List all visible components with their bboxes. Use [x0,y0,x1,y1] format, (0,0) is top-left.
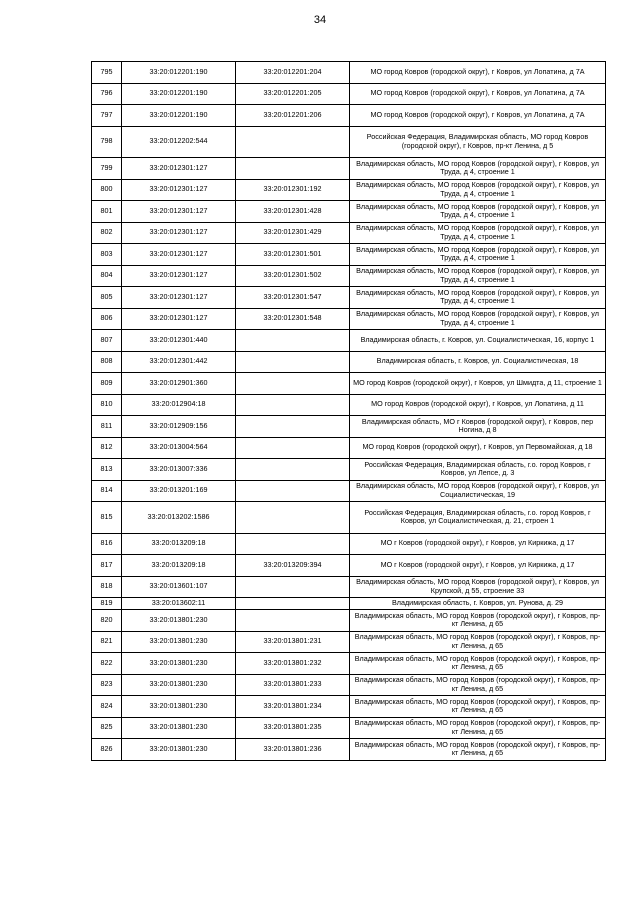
row-number-cell: 795 [92,62,122,84]
table-row [92,308,606,330]
row-number-cell: 826 [92,739,122,761]
row-number-cell: 811 [92,416,122,438]
sub-cadastral-number-cell: 33:20:012201:204 [236,62,350,84]
table-row [92,373,606,395]
table-row [92,631,606,653]
address-cell: Владимирская область, МО город Ковров (городской округ), г Ковров, пр-кт Ленина, д 65 [350,696,606,718]
cadastral-number-cell: 33:20:013209:18 [122,533,236,555]
table-row [92,717,606,739]
table-row [92,265,606,287]
cadastral-number-cell: 33:20:013801:230 [122,610,236,632]
cadastral-number-cell: 33:20:012301:127 [122,308,236,330]
sub-cadastral-number-cell: 33:20:012201:206 [236,105,350,127]
row-number-cell: 818 [92,576,122,598]
table-row [92,126,606,158]
table-row [92,653,606,675]
row-number-cell: 812 [92,437,122,459]
cadastral-number-cell: 33:20:013801:230 [122,653,236,675]
sub-cadastral-number-cell [236,459,350,481]
sub-cadastral-number-cell: 33:20:012301:548 [236,308,350,330]
row-number-cell: 801 [92,201,122,223]
table-row [92,576,606,598]
sub-cadastral-number-cell [236,330,350,352]
sub-cadastral-number-cell: 33:20:012301:429 [236,222,350,244]
cadastral-number-cell: 33:20:013801:230 [122,739,236,761]
sub-cadastral-number-cell: 33:20:013801:232 [236,653,350,675]
address-cell: Владимирская область, г. Ковров, ул. Социалистическая, 16, корпус 1 [350,330,606,352]
sub-cadastral-number-cell: 33:20:012201:205 [236,83,350,105]
table-row [92,598,606,610]
sub-cadastral-number-cell: 33:20:013801:231 [236,631,350,653]
cadastral-number-cell: 33:20:012301:127 [122,201,236,223]
cadastral-number-cell: 33:20:013801:230 [122,631,236,653]
sub-cadastral-number-cell [236,394,350,416]
address-cell: Владимирская область, МО город Ковров (городской округ), г Ковров, пр-кт Ленина, д 65 [350,653,606,675]
address-cell: Владимирская область, МО город Ковров (городской округ), г Ковров, ул Труда, д 4, строение 1 [350,244,606,266]
sub-cadastral-number-cell [236,437,350,459]
cadastral-number-cell: 33:20:012301:440 [122,330,236,352]
table-row [92,179,606,201]
table-row [92,394,606,416]
table-row [92,416,606,438]
sub-cadastral-number-cell [236,351,350,373]
sub-cadastral-number-cell [236,158,350,180]
cadastral-number-cell: 33:20:012201:190 [122,83,236,105]
row-number-cell: 820 [92,610,122,632]
cadastral-number-cell: 33:20:013601:107 [122,576,236,598]
address-cell: Владимирская область, МО город Ковров (городской округ), г Ковров, ул Труда, д 4, строение 1 [350,201,606,223]
row-number-cell: 805 [92,287,122,309]
registry-table [91,61,606,761]
table-row [92,83,606,105]
address-cell: Российская Федерация, Владимирская область, г.о. город Ковров, г Ковров, ул Социалистическая, д. 21, строен 1 [350,502,606,534]
address-cell: МО город Ковров (городской округ), г Ковров, ул Шмидта, д 11, строение 1 [350,373,606,395]
sub-cadastral-number-cell [236,502,350,534]
sub-cadastral-number-cell: 33:20:012301:502 [236,265,350,287]
row-number-cell: 807 [92,330,122,352]
cadastral-number-cell: 33:20:012301:127 [122,244,236,266]
row-number-cell: 808 [92,351,122,373]
sub-cadastral-number-cell: 33:20:013801:236 [236,739,350,761]
table-row [92,437,606,459]
row-number-cell: 796 [92,83,122,105]
address-cell: МО город Ковров (городской округ), г Ковров, ул Первомайская, д 18 [350,437,606,459]
cadastral-number-cell: 33:20:013007:336 [122,459,236,481]
table-row [92,222,606,244]
sub-cadastral-number-cell [236,126,350,158]
row-number-cell: 810 [92,394,122,416]
table-row [92,533,606,555]
address-cell: Владимирская область, МО город Ковров (городской округ), г Ковров, ул Труда, д 4, строение 1 [350,179,606,201]
row-number-cell: 821 [92,631,122,653]
table-row [92,244,606,266]
row-number-cell: 799 [92,158,122,180]
address-cell: МО г Ковров (городской округ), г Ковров, ул Киркижа, д 17 [350,533,606,555]
table-row [92,696,606,718]
address-cell: Владимирская область, МО г Ковров (городской округ), г Ковров, пер Ногина, д 8 [350,416,606,438]
sub-cadastral-number-cell: 33:20:013209:394 [236,555,350,577]
table-row [92,201,606,223]
cadastral-number-cell: 33:20:013004:564 [122,437,236,459]
cadastral-number-cell: 33:20:012301:127 [122,222,236,244]
row-number-cell: 822 [92,653,122,675]
cadastral-number-cell: 33:20:012901:360 [122,373,236,395]
address-cell: МО город Ковров (городской округ), г Ковров, ул Лопатина, д 7А [350,105,606,127]
address-cell: Владимирская область, МО город Ковров (городской округ), г Ковров, ул Труда, д 4, строение 1 [350,287,606,309]
row-number-cell: 817 [92,555,122,577]
sub-cadastral-number-cell [236,373,350,395]
sub-cadastral-number-cell: 33:20:013801:233 [236,674,350,696]
address-cell: МО г Ковров (городской округ), г Ковров, ул Киркижа, д 17 [350,555,606,577]
cadastral-number-cell: 33:20:012909:156 [122,416,236,438]
registry-table-body [92,62,606,761]
sub-cadastral-number-cell [236,610,350,632]
row-number-cell: 825 [92,717,122,739]
sub-cadastral-number-cell: 33:20:013801:234 [236,696,350,718]
address-cell: Владимирская область, МО город Ковров (городской округ), г Ковров, пр-кт Ленина, д 65 [350,631,606,653]
address-cell: МО город Ковров (городской округ), г Ковров, ул Лопатина, д 7А [350,62,606,84]
sub-cadastral-number-cell [236,576,350,598]
sub-cadastral-number-cell [236,480,350,502]
row-number-cell: 809 [92,373,122,395]
row-number-cell: 797 [92,105,122,127]
table-row [92,287,606,309]
sub-cadastral-number-cell [236,598,350,610]
address-cell: Владимирская область, МО город Ковров (городской округ), г Ковров, ул Крупской, д 55, строение 33 [350,576,606,598]
page-number: 34 [313,14,327,26]
table-row [92,158,606,180]
table-row [92,555,606,577]
address-cell: МО город Ковров (городской округ), г Ковров, ул Лопатина, д 11 [350,394,606,416]
row-number-cell: 806 [92,308,122,330]
address-cell: Владимирская область, МО город Ковров (городской округ), г Ковров, пр-кт Ленина, д 65 [350,739,606,761]
address-cell: МО город Ковров (городской округ), г Ковров, ул Лопатина, д 7А [350,83,606,105]
address-cell: Владимирская область, МО город Ковров (городской округ), г Ковров, пр-кт Ленина, д 65 [350,610,606,632]
address-cell: Владимирская область, МО город Ковров (городской округ), г Ковров, пр-кт Ленина, д 65 [350,674,606,696]
address-cell: Владимирская область, МО город Ковров (городской округ), г Ковров, ул Труда, д 4, строение 1 [350,158,606,180]
address-cell: Российская Федерация, Владимирская область, МО город Ковров (городской округ), г Ковров, пр-кт Ленина, д 5 [350,126,606,158]
sub-cadastral-number-cell: 33:20:012301:192 [236,179,350,201]
row-number-cell: 813 [92,459,122,481]
table-row [92,62,606,84]
table-row [92,610,606,632]
row-number-cell: 798 [92,126,122,158]
table-row [92,330,606,352]
table-row [92,674,606,696]
row-number-cell: 823 [92,674,122,696]
cadastral-number-cell: 33:20:013602:11 [122,598,236,610]
row-number-cell: 819 [92,598,122,610]
sub-cadastral-number-cell: 33:20:013801:235 [236,717,350,739]
table-row [92,480,606,502]
table-row [92,351,606,373]
row-number-cell: 824 [92,696,122,718]
row-number-cell: 815 [92,502,122,534]
cadastral-number-cell: 33:20:013801:230 [122,696,236,718]
cadastral-number-cell: 33:20:012301:442 [122,351,236,373]
row-number-cell: 814 [92,480,122,502]
address-cell: Российская Федерация, Владимирская область, г.о. город Ковров, г Ковров, ул Лепсе, д. 3 [350,459,606,481]
address-cell: Владимирская область, МО город Ковров (городской округ), г Ковров, ул Труда, д 4, строение 1 [350,265,606,287]
row-number-cell: 800 [92,179,122,201]
row-number-cell: 802 [92,222,122,244]
address-cell: Владимирская область, МО город Ковров (городской округ), г Ковров, ул Труда, д 4, строение 1 [350,222,606,244]
table-row [92,739,606,761]
address-cell: Владимирская область, г. Ковров, ул. Рунова, д. 29 [350,598,606,610]
cadastral-number-cell: 33:20:012301:127 [122,158,236,180]
sub-cadastral-number-cell: 33:20:012301:547 [236,287,350,309]
cadastral-number-cell: 33:20:013801:230 [122,674,236,696]
sub-cadastral-number-cell [236,533,350,555]
cadastral-number-cell: 33:20:012301:127 [122,179,236,201]
cadastral-number-cell: 33:20:013202:1586 [122,502,236,534]
table-row [92,105,606,127]
table-row [92,502,606,534]
sub-cadastral-number-cell: 33:20:012301:428 [236,201,350,223]
row-number-cell: 816 [92,533,122,555]
cadastral-number-cell: 33:20:013209:18 [122,555,236,577]
sub-cadastral-number-cell: 33:20:012301:501 [236,244,350,266]
address-cell: Владимирская область, г. Ковров, ул. Социалистическая, 18 [350,351,606,373]
table-row [92,459,606,481]
cadastral-number-cell: 33:20:012301:127 [122,287,236,309]
cadastral-number-cell: 33:20:012301:127 [122,265,236,287]
row-number-cell: 804 [92,265,122,287]
cadastral-number-cell: 33:20:012904:18 [122,394,236,416]
address-cell: Владимирская область, МО город Ковров (городской округ), г Ковров, ул Труда, д 4, строение 1 [350,308,606,330]
cadastral-number-cell: 33:20:012201:190 [122,105,236,127]
address-cell: Владимирская область, МО город Ковров (городской округ), г Ковров, ул Социалистическая, 19 [350,480,606,502]
cadastral-number-cell: 33:20:013801:230 [122,717,236,739]
cadastral-number-cell: 33:20:013201:169 [122,480,236,502]
cadastral-number-cell: 33:20:012201:190 [122,62,236,84]
cadastral-number-cell: 33:20:012202:544 [122,126,236,158]
sub-cadastral-number-cell [236,416,350,438]
address-cell: Владимирская область, МО город Ковров (городской округ), г Ковров, пр-кт Ленина, д 65 [350,717,606,739]
row-number-cell: 803 [92,244,122,266]
